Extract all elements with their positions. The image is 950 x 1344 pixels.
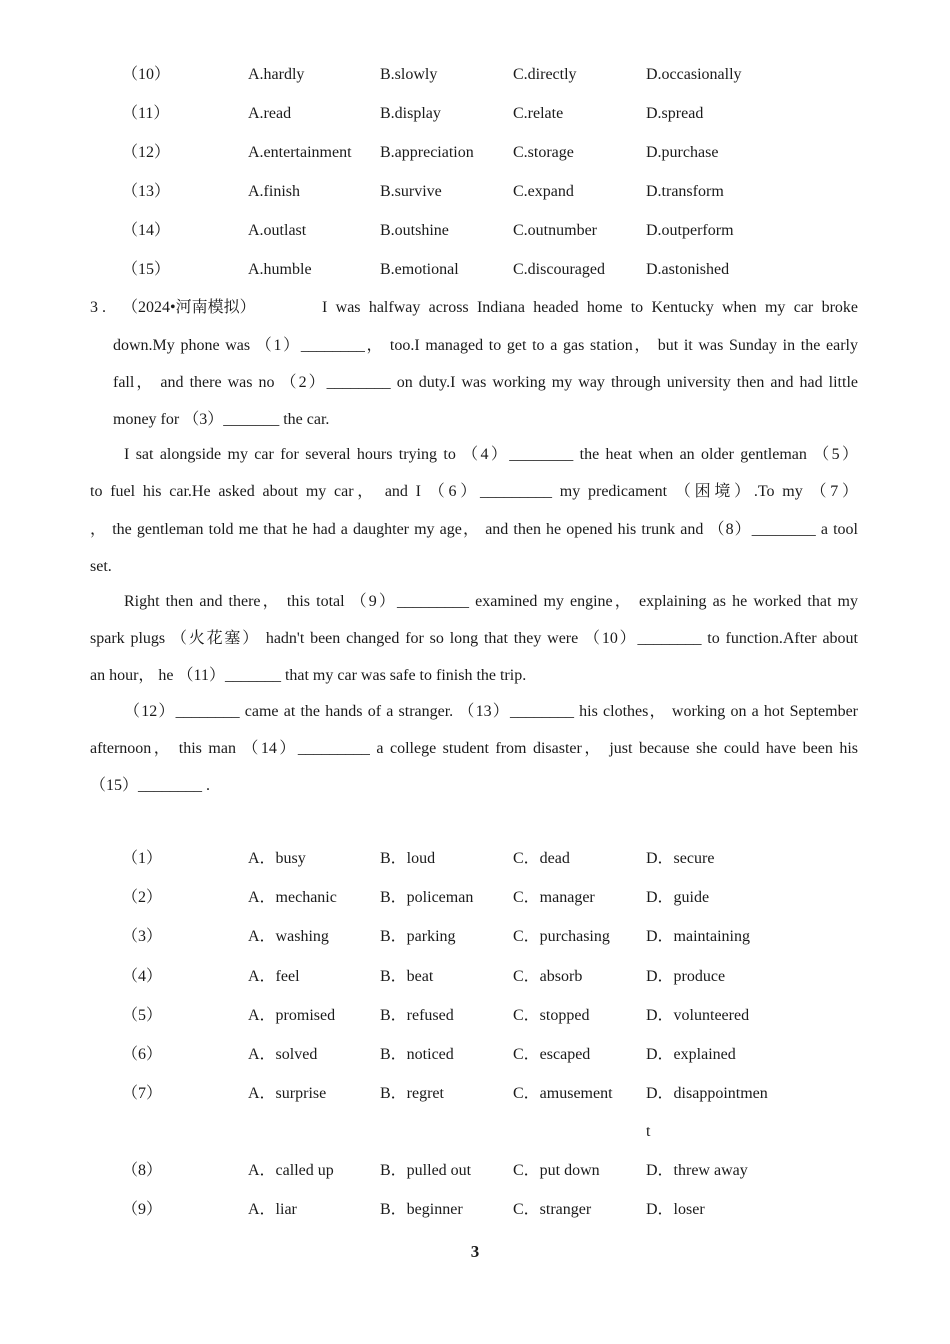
option-c: C．put down: [513, 1162, 600, 1179]
option-b: B．policeman: [380, 889, 474, 906]
option-c: C．escaped: [513, 1046, 591, 1063]
option-row: [0, 102, 950, 126]
option-a: A．liar: [248, 1201, 297, 1218]
passage-line: set.: [90, 558, 112, 575]
passage-line: I sat alongside my car for several hours trying to （4）________ the heat when an older gentleman （5）: [124, 446, 858, 463]
option-row: [0, 258, 950, 282]
option-row: [0, 1043, 950, 1067]
option-c: C．manager: [513, 889, 595, 906]
passage-line: an hour， he （11）_______ that my car was safe to finish the trip.: [90, 667, 527, 684]
option-number: （1）: [122, 850, 163, 867]
option-c: C．purchasing: [513, 928, 610, 945]
question-number: 3 .: [90, 299, 106, 316]
option-b: B.appreciation: [380, 144, 474, 161]
option-d: D.astonished: [646, 261, 730, 278]
option-a: A．surprise: [248, 1085, 327, 1102]
option-a: A.humble: [248, 261, 312, 278]
option-d: D．maintaining: [646, 928, 750, 945]
option-number: （2）: [122, 889, 163, 906]
option-row: [0, 1082, 950, 1106]
option-d: D.outperform: [646, 222, 734, 239]
option-number: （15）: [122, 261, 171, 278]
passage-line: ， the gentleman told me that he had a daughter my age， and then he opened his trunk and （8）________ a tool: [90, 521, 858, 538]
option-a: A．mechanic: [248, 889, 337, 906]
option-b: B．beginner: [380, 1201, 463, 1218]
option-d: D.occasionally: [646, 66, 742, 83]
option-a: A.entertainment: [248, 144, 352, 161]
option-d: D．secure: [646, 850, 715, 867]
option-c: C．stopped: [513, 1007, 590, 1024]
option-b: B．loud: [380, 850, 436, 867]
option-row: [0, 219, 950, 243]
option-number: （8）: [122, 1162, 163, 1179]
option-number: （12）: [122, 144, 171, 161]
option-row: [0, 1004, 950, 1028]
option-b: B．noticed: [380, 1046, 454, 1063]
passage-line: fall， and there was no （2）________ on duty.I was working my way through university then and had little: [113, 374, 858, 391]
option-row: [0, 965, 950, 989]
option-a: A．solved: [248, 1046, 318, 1063]
option-d: D.purchase: [646, 144, 719, 161]
option-b: B.survive: [380, 183, 442, 200]
option-a: A．called up: [248, 1162, 334, 1179]
option-c: C.relate: [513, 105, 564, 122]
option-b: B.display: [380, 105, 441, 122]
option-row: [0, 847, 950, 871]
option-number: （13）: [122, 183, 171, 200]
option-row-wrap: [0, 1120, 950, 1144]
option-number: （10）: [122, 66, 171, 83]
option-row: [0, 63, 950, 87]
option-b: B．beat: [380, 968, 434, 985]
option-b: B．refused: [380, 1007, 454, 1024]
option-number: （7）: [122, 1085, 163, 1102]
passage-line: money for （3）_______ the car.: [113, 411, 330, 428]
option-d: D．explained: [646, 1046, 736, 1063]
passage-line: afternoon， this man （14）_________ a college student from disaster， just because she could have been his: [90, 740, 858, 757]
option-number: （4）: [122, 968, 163, 985]
option-row: [0, 180, 950, 204]
option-a: A.hardly: [248, 66, 305, 83]
option-row: [0, 141, 950, 165]
option-d: D.spread: [646, 105, 704, 122]
option-d: D．volunteered: [646, 1007, 750, 1024]
option-a: A．washing: [248, 928, 329, 945]
option-number: （5）: [122, 1007, 163, 1024]
option-number: （6）: [122, 1046, 163, 1063]
option-d: D.transform: [646, 183, 724, 200]
option-a: A．promised: [248, 1007, 336, 1024]
option-c: C.directly: [513, 66, 577, 83]
passage-line: （12）________ came at the hands of a stranger. （13）________ his clothes， working on a hot September: [124, 703, 858, 720]
option-d-wrap: t: [646, 1123, 651, 1140]
passage-line: （15）________ .: [90, 777, 211, 794]
passage-line: Right then and there， this total （9）_________ examined my engine， explaining as he worked that my: [124, 593, 858, 610]
option-a: A．busy: [248, 850, 306, 867]
question-source: （2024•河南模拟）: [122, 299, 256, 316]
passage-line: to fuel his car.He asked about my car， and I （6）_________ my predicament （困境）.To my （7）: [90, 483, 858, 500]
passage-line: spark plugs （火花塞） hadn't been changed for so long that they were （10）________ to function.After about: [90, 630, 858, 647]
option-c: C.outnumber: [513, 222, 597, 239]
option-b: B.outshine: [380, 222, 449, 239]
option-a: A．feel: [248, 968, 300, 985]
option-number: （9）: [122, 1201, 163, 1218]
option-row: [0, 925, 950, 949]
option-row: [0, 1159, 950, 1183]
option-number: （11）: [122, 105, 170, 122]
option-d: D．loser: [646, 1201, 705, 1218]
option-number: （14）: [122, 222, 171, 239]
option-number: （3）: [122, 928, 163, 945]
option-b: B．parking: [380, 928, 456, 945]
option-c: C.expand: [513, 183, 574, 200]
option-d: D．threw away: [646, 1162, 748, 1179]
passage-line: down.My phone was （1）________， too.I managed to get to a gas station， but it was Sunday in the early: [113, 337, 858, 354]
option-row: [0, 1198, 950, 1222]
option-c: C．absorb: [513, 968, 583, 985]
option-c: C.discouraged: [513, 261, 605, 278]
option-a: A.finish: [248, 183, 300, 200]
passage-line: I was halfway across Indiana headed home to Kentucky when my car broke: [322, 299, 858, 316]
option-c: C．stranger: [513, 1201, 592, 1218]
option-c: C.storage: [513, 144, 574, 161]
option-b: B.slowly: [380, 66, 438, 83]
page-number: 3: [470, 1242, 480, 1261]
option-b: B.emotional: [380, 261, 459, 278]
option-d: D．produce: [646, 968, 726, 985]
option-b: B．regret: [380, 1085, 444, 1102]
option-d: D．guide: [646, 889, 710, 906]
option-c: C．dead: [513, 850, 570, 867]
option-d: D．disappointmen: [646, 1085, 768, 1102]
option-row: [0, 886, 950, 910]
option-c: C．amusement: [513, 1085, 613, 1102]
option-a: A.outlast: [248, 222, 307, 239]
option-a: A.read: [248, 105, 292, 122]
option-b: B．pulled out: [380, 1162, 472, 1179]
